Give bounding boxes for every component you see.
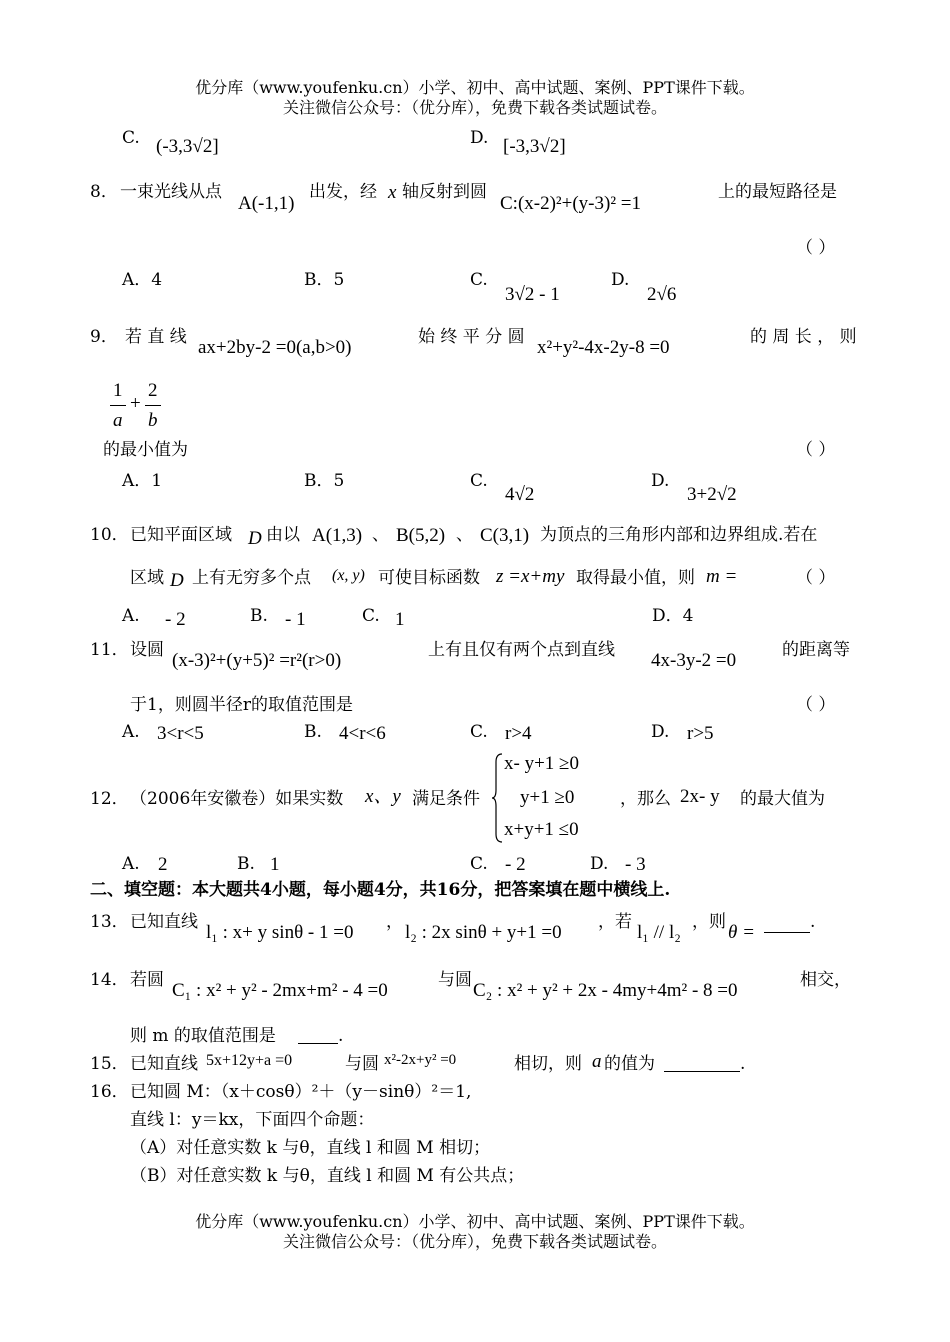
- q16-number: 16．: [90, 1082, 129, 1102]
- q7-option-c-value: (-3,3√2]: [156, 136, 219, 157]
- q10-answer-paren: （ ）: [796, 568, 836, 588]
- q9-option-d-label: D.: [651, 471, 670, 491]
- q15-text-4: 的值为: [604, 1054, 655, 1074]
- q8-option-d-label: D.: [611, 270, 630, 290]
- q11-text-1: 设圆: [130, 640, 164, 660]
- q10-text-2: 由以: [266, 525, 300, 545]
- q14-answer-blank[interactable]: [298, 1043, 338, 1044]
- q11-line-eq: 4x-3y-2 =0: [651, 650, 737, 671]
- q8-text-4: 上的最短路径是: [718, 182, 837, 202]
- q9-text-4: 的最小值为: [103, 440, 188, 460]
- q9-frac1-bar: [110, 405, 126, 406]
- q13-number: 13．: [90, 912, 129, 932]
- q9-option-a: A．1: [122, 471, 163, 491]
- q14-number: 14．: [90, 970, 129, 990]
- section-2-heading: 二、填空题：本大题共4小题，每小题4分，共16分，把答案填在题中横线上.: [90, 880, 671, 900]
- q13-theta: θ =: [728, 922, 755, 943]
- q12-option-c-label: C.: [470, 854, 488, 874]
- q7-option-c-label: C.: [122, 128, 140, 148]
- q14-circle-2: C₂ : x² + y² + 2x - 4my+4m² - 8 =0: [473, 980, 738, 1001]
- q9-answer-paren: （ ）: [796, 440, 836, 460]
- q12-condition-2: y+1 ≥0: [520, 787, 575, 808]
- q11-option-d-value: r>5: [687, 723, 714, 744]
- q11-text-4: 于1，则圆半径r的取值范围是: [130, 695, 353, 715]
- q15-text-1: 已知直线: [130, 1054, 198, 1074]
- q10-objective: z =x+my: [496, 566, 565, 587]
- q9-text-1: 若 直 线: [125, 327, 187, 347]
- q13-text-3: ，则: [692, 912, 726, 932]
- q10-text-5: 上有无穷多个点: [192, 568, 311, 588]
- q10-region-d-2: D: [170, 570, 184, 591]
- q13-line-1: l₁ : x+ y sinθ - 1 =0: [206, 922, 354, 943]
- q10-sep-1: 、: [372, 525, 389, 545]
- q13-text-2: ，若: [598, 912, 632, 932]
- q15-circle-eq: x²-2x+y² =0: [384, 1052, 457, 1068]
- q16-text-2: 直线 l：y＝kx，下面四个命题：: [130, 1110, 375, 1130]
- q12-expression: 2x- y: [680, 786, 720, 807]
- q15-number: 15．: [90, 1054, 129, 1074]
- q14-text-4: 则 m 的取值范围是: [130, 1026, 276, 1046]
- q8-answer-paren: （ ）: [796, 238, 836, 258]
- q10-text-6: 可使目标函数: [378, 568, 480, 588]
- q10-option-c-value: 1: [395, 609, 405, 630]
- q12-option-b-value: 1: [270, 854, 280, 875]
- q14-text-3: 相交，: [800, 970, 851, 990]
- q11-option-a-label: A.: [122, 722, 140, 742]
- q9-plus: +: [130, 393, 141, 414]
- q9-frac1-den: a: [113, 410, 123, 431]
- q13-sep: ，: [386, 912, 403, 932]
- q8-number: 8．: [90, 182, 118, 202]
- q11-option-c-label: C.: [470, 722, 488, 742]
- q10-point-b: B(5,2): [396, 525, 446, 546]
- q15-text-3: 相切，则: [514, 1054, 582, 1074]
- q12-option-d-label: D.: [590, 854, 609, 874]
- q9-number: 9．: [90, 327, 118, 347]
- q12-option-d-value: - 3: [625, 854, 646, 875]
- q11-option-b-value: 4<r<6: [339, 723, 386, 744]
- q10-point-c: C(3,1): [480, 525, 530, 546]
- q12-text-1: （2006年安徽卷）如果实数: [130, 789, 344, 809]
- q12-vars: x、y: [365, 786, 401, 807]
- q11-answer-paren: （ ）: [796, 695, 836, 715]
- footer-line-1: 优分库（www.youfenku.cn）小学、初中、高中试题、案例、PPT课件下载。: [195, 1212, 755, 1231]
- q8-option-d-value: 2√6: [647, 284, 677, 305]
- q10-option-a-value: - 2: [165, 609, 186, 630]
- q10-point-a: A(1,3): [312, 525, 363, 546]
- q9-circle-eq: x²+y²-4x-2y-8 =0: [537, 337, 670, 358]
- q9-option-c-value: 4√2: [505, 484, 535, 505]
- q16-text-1: 已知圆 M：（x＋cosθ）²＋（y－sinθ）²＝1,: [130, 1082, 472, 1102]
- q12-option-c-value: - 2: [505, 854, 526, 875]
- q8-point-a: A(-1,1): [238, 193, 295, 214]
- q10-text-4: 区域: [130, 568, 164, 588]
- q12-text-3: ，那么: [620, 789, 671, 809]
- q9-text-2: 始 终 平 分 圆: [418, 327, 525, 347]
- q10-text-1: 已知平面区域: [130, 525, 232, 545]
- q12-text-2: 满足条件: [412, 789, 480, 809]
- header-line-1: 优分库（www.youfenku.cn）小学、初中、高中试题、案例、PPT课件下载。: [195, 78, 755, 97]
- q14-text-1: 若圆: [130, 970, 164, 990]
- q11-text-2: 上有且仅有两个点到直线: [428, 640, 615, 660]
- q15-text-2: 与圆: [345, 1054, 379, 1074]
- q15-end: .: [740, 1054, 746, 1074]
- q11-number: 11．: [90, 640, 129, 660]
- q9-option-b: B．5: [304, 471, 345, 491]
- q14-circle-1: C₁ : x² + y² - 2mx+m² - 4 =0: [172, 980, 388, 1001]
- q8-option-c-label: C.: [470, 270, 488, 290]
- q12-option-a-value: 2: [158, 854, 168, 875]
- q12-condition-1: x- y+1 ≥0: [504, 753, 579, 774]
- q9-line-eq: ax+2by-2 =0(a,b>0): [198, 337, 352, 358]
- q13-parallel: l₁ // l₂: [637, 922, 681, 943]
- q10-point-xy: (x, y): [332, 567, 365, 584]
- q12-number: 12．: [90, 789, 129, 809]
- q11-circle-eq: (x-3)²+(y+5)² =r²(r>0): [172, 650, 342, 671]
- q8-option-b: B．5: [304, 270, 345, 290]
- q7-option-d-value: [-3,3√2]: [503, 136, 566, 157]
- q10-number: 10．: [90, 525, 129, 545]
- q9-frac2-num: 2: [148, 380, 158, 401]
- q13-line-2: l₂ : 2x sinθ + y+1 =0: [405, 922, 562, 943]
- q13-answer-blank[interactable]: [764, 932, 810, 933]
- q11-option-c-value: r>4: [505, 723, 532, 744]
- q14-text-2: 与圆: [438, 970, 472, 990]
- q8-text-2: 出发，经: [309, 182, 377, 202]
- q12-text-4: 的最大值为: [740, 789, 825, 809]
- q16-option-a: （A）对任意实数 k 与θ，直线 l 和圆 M 相切；: [130, 1138, 491, 1158]
- header-line-2: 关注微信公众号：（优分库），免费下载各类试题试卷。: [282, 98, 667, 117]
- q8-circle-eq: C:(x-2)²+(y-3)² =1: [500, 193, 641, 214]
- q7-option-d-label: D.: [470, 128, 489, 148]
- q12-option-a-label: A.: [122, 854, 140, 874]
- q11-text-3: 的距离等: [782, 640, 850, 660]
- q13-end: .: [810, 912, 816, 932]
- q10-option-b-label: B.: [250, 606, 268, 626]
- q10-region-d: D: [248, 528, 262, 549]
- q8-option-a: A．4: [122, 270, 163, 290]
- q10-sep-2: 、: [456, 525, 473, 545]
- q15-answer-blank[interactable]: [664, 1071, 740, 1072]
- q12-system-brace: [492, 752, 504, 844]
- q15-line-eq: 5x+12y+a =0: [206, 1052, 293, 1069]
- q10-option-c-label: C.: [362, 606, 380, 626]
- q8-option-c-value: 3√2 - 1: [505, 284, 560, 305]
- q14-end: .: [338, 1026, 344, 1046]
- q9-frac2-den: b: [148, 410, 158, 431]
- q15-a: a: [592, 1051, 602, 1072]
- q9-frac1-num: 1: [113, 380, 123, 401]
- q10-text-3: 为顶点的三角形内部和边界组成.若在: [540, 525, 818, 545]
- q8-text-1: 一束光线从点: [120, 182, 222, 202]
- q10-option-b-value: - 1: [285, 609, 306, 630]
- q10-option-d: D．4: [652, 606, 694, 626]
- q10-m: m =: [706, 566, 738, 587]
- q10-option-a-label: A.: [122, 606, 140, 626]
- q8-text-3: 轴反射到圆: [402, 182, 487, 202]
- q12-condition-3: x+y+1 ≤0: [504, 819, 579, 840]
- q13-text-1: 已知直线: [130, 912, 198, 932]
- q9-frac2-bar: [145, 405, 161, 406]
- q11-option-a-value: 3<r<5: [157, 723, 204, 744]
- q9-option-c-label: C.: [470, 471, 488, 491]
- q9-text-3: 的 周 长 ， 则: [750, 327, 857, 347]
- q9-option-d-value: 3+2√2: [687, 484, 737, 505]
- q12-option-b-label: B.: [237, 854, 255, 874]
- q11-option-d-label: D.: [651, 722, 670, 742]
- footer-line-2: 关注微信公众号：（优分库），免费下载各类试题试卷。: [282, 1232, 667, 1251]
- q16-option-b: （B）对任意实数 k 与θ，直线 l 和圆 M 有公共点；: [130, 1166, 525, 1186]
- q10-text-7: 取得最小值，则: [576, 568, 695, 588]
- q11-option-b-label: B.: [304, 722, 322, 742]
- q8-x: x: [388, 182, 397, 203]
